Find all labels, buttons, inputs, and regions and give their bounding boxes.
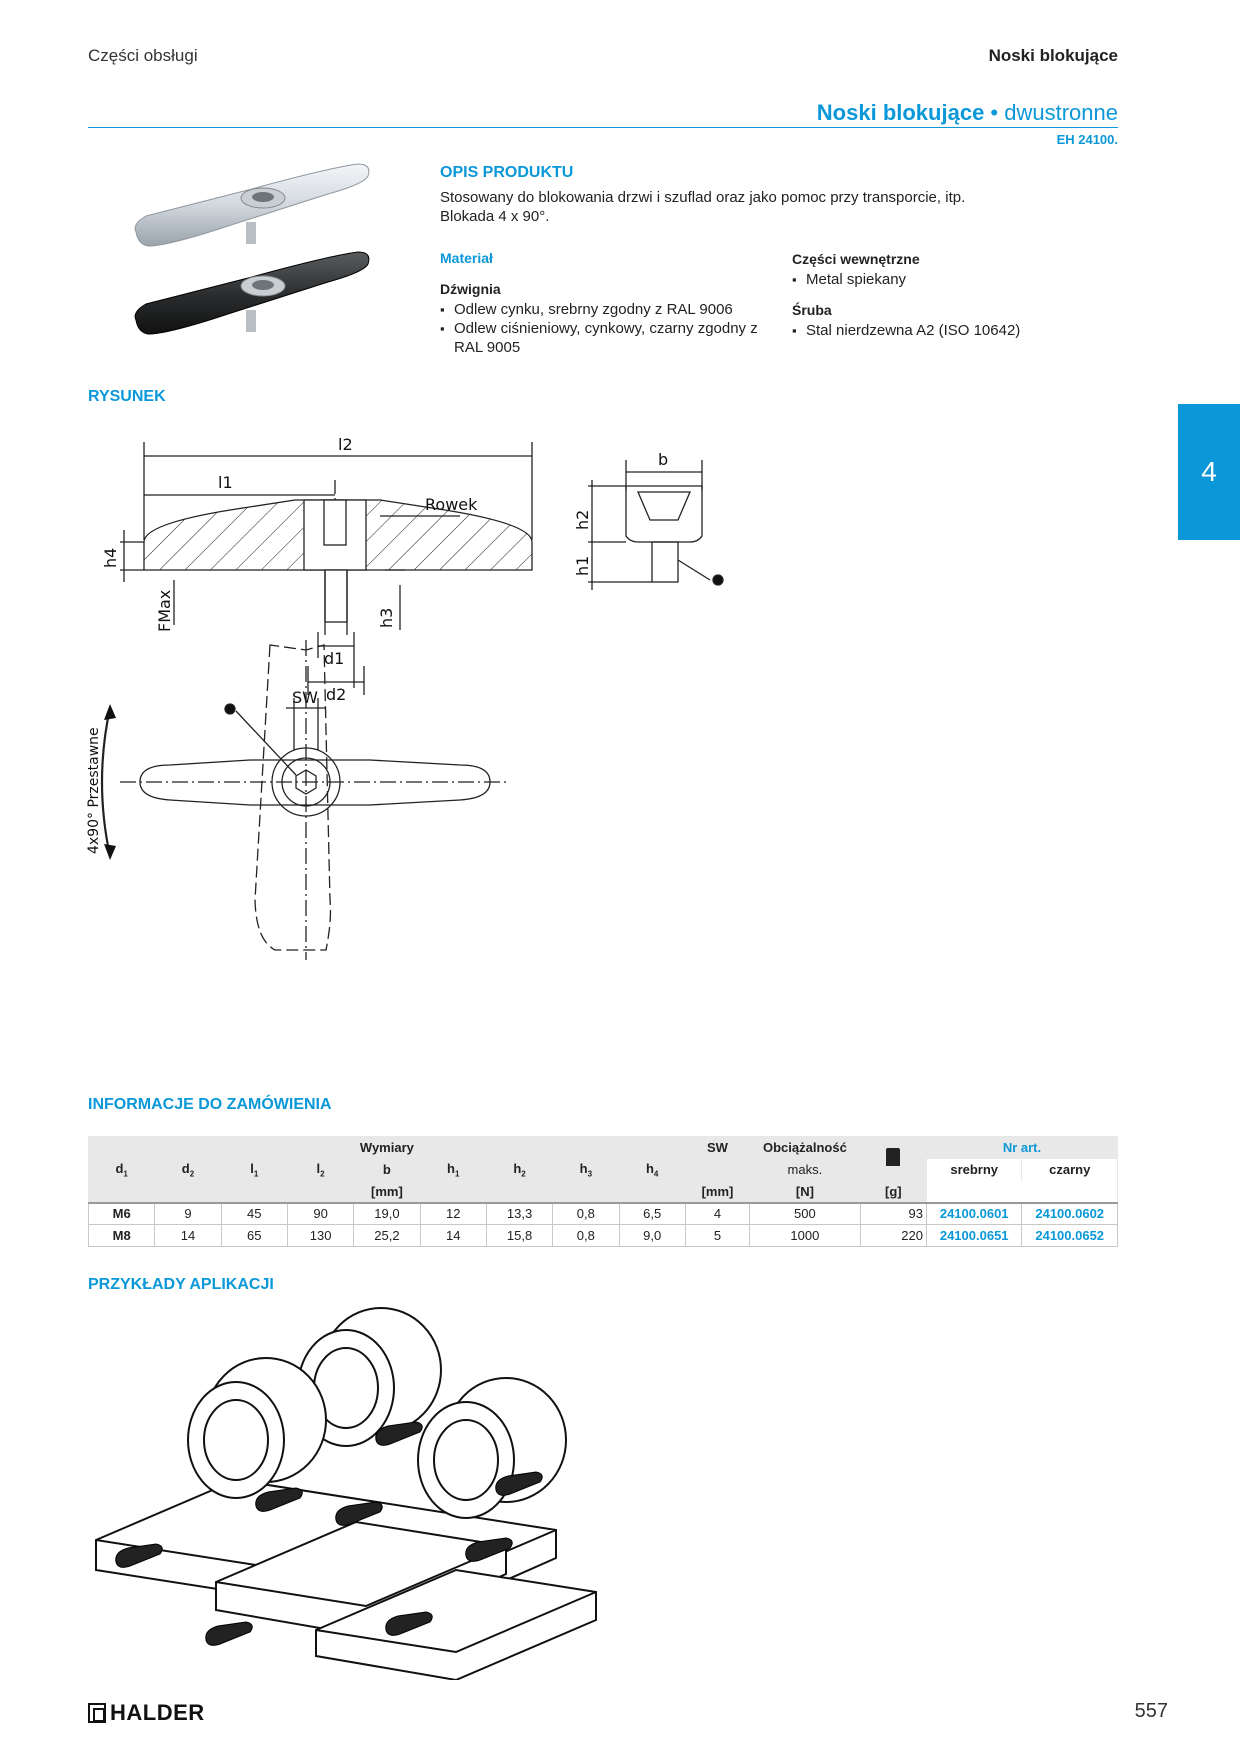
cell-h1: 14 (420, 1225, 486, 1247)
brand-mark-icon (88, 1703, 106, 1723)
header-article-no: Nr art. (926, 1137, 1117, 1159)
label-d1: d1 (324, 649, 345, 668)
label-l1: l1 (218, 473, 233, 492)
col-h4: $h_4$ (619, 1159, 685, 1181)
cell-l2: 130 (287, 1225, 353, 1247)
col-load-sub: maks. (750, 1159, 861, 1181)
cell-h4: 6,5 (619, 1203, 685, 1225)
cell-load: 500 (750, 1203, 861, 1225)
description-line-2: Blokada 4 x 90°. (440, 208, 550, 225)
label-b: b (658, 450, 669, 469)
col-l2: $l_2$ (287, 1159, 353, 1181)
cell-article-black[interactable]: 24100.0652 (1022, 1225, 1118, 1247)
lever-list (440, 300, 780, 357)
label-h3: h3 (377, 607, 396, 628)
material-heading: Materiał (440, 250, 493, 266)
internal-parts-item: ▪ Metal spiekany (792, 270, 1092, 289)
unit-sw: [mm] (685, 1181, 749, 1203)
label-h4: h4 (101, 547, 120, 568)
cell-article-silver[interactable]: 24100.0651 (926, 1225, 1021, 1247)
ordering-table-wrapper (88, 1136, 1118, 1247)
lever-item: ▪ Odlew ciśnieniowy, cynkowy, czarny zgodny z RAL 9005 (440, 319, 780, 357)
header-section-label: Części obsługi (88, 46, 198, 65)
cell-d1: M8 (89, 1225, 155, 1247)
label-fmax: FMax (155, 589, 174, 632)
technical-drawing (80, 420, 760, 1070)
header-load (750, 1137, 861, 1159)
chapter-tab: 4 (1178, 404, 1240, 540)
cell-d2: 14 (155, 1225, 221, 1247)
cell-weight: 93 (860, 1203, 926, 1225)
unit-g: [g] (860, 1181, 926, 1203)
title-rule (88, 127, 1118, 128)
product-code: EH 24100. (1056, 132, 1118, 147)
label-l2: l2 (338, 435, 353, 454)
header-dimensions: Wymiary (89, 1137, 686, 1159)
col-b: b (354, 1159, 420, 1181)
product-photo (128, 160, 378, 370)
table-row (89, 1203, 1118, 1225)
col-d2: $d_2$ (155, 1159, 221, 1181)
ordering-table (88, 1136, 1118, 1247)
drawing-heading: RYSUNEK (88, 388, 166, 405)
header-sw: SW (685, 1137, 749, 1159)
cell-h3: 0,8 (553, 1225, 619, 1247)
label-h2: h2 (573, 509, 592, 530)
cell-h4: 9,0 (619, 1225, 685, 1247)
brand-name: HALDER (110, 1700, 205, 1725)
cell-sw: 4 (685, 1203, 749, 1225)
screw-list (792, 321, 1092, 340)
cell-h3: 0,8 (553, 1203, 619, 1225)
description-text (440, 188, 1080, 226)
cell-article-black[interactable]: 24100.0602 (1022, 1203, 1118, 1225)
cell-h2: 13,3 (486, 1203, 552, 1225)
header-weight (860, 1137, 926, 1181)
header-load-label: Obciążalność (762, 1140, 847, 1156)
cell-article-silver[interactable]: 24100.0601 (926, 1203, 1021, 1225)
header-category-label: Noski blokujące (988, 46, 1118, 65)
col-h3: $h_3$ (553, 1159, 619, 1181)
brand-logo (88, 1700, 205, 1726)
col-sw-blank (685, 1159, 749, 1181)
cell-b: 19,0 (354, 1203, 420, 1225)
description-heading: OPIS PRODUKTU (440, 164, 574, 181)
cell-load: 1000 (750, 1225, 861, 1247)
label-d2: d2 (326, 685, 347, 704)
table-row (89, 1225, 1118, 1247)
lever-item: ▪ Odlew cynku, srebrny zgodny z RAL 9006 (440, 300, 780, 319)
cell-l1: 45 (221, 1203, 287, 1225)
cell-b: 25,2 (354, 1225, 420, 1247)
lever-title: Dźwignia (440, 281, 501, 297)
cell-h2: 15,8 (486, 1225, 552, 1247)
internal-parts-title: Części wewnętrzne (792, 251, 920, 267)
cell-h1: 12 (420, 1203, 486, 1225)
screw-item: ▪ Stal nierdzewna A2 (ISO 10642) (792, 321, 1092, 340)
internal-parts-list (792, 270, 1092, 289)
label-groove: Rowek (425, 495, 478, 514)
label-h1: h1 (573, 555, 592, 576)
unit-n: [N] (750, 1181, 861, 1203)
label-sw: SW (292, 688, 318, 707)
cell-sw: 5 (685, 1225, 749, 1247)
cell-weight: 220 (860, 1225, 926, 1247)
unit-blank (926, 1181, 1117, 1203)
title-separator: • (984, 100, 1005, 125)
application-illustration (86, 1300, 606, 1680)
title-variant: dwustronne (1004, 100, 1118, 125)
page-title (817, 100, 1118, 126)
cell-l1: 65 (221, 1225, 287, 1247)
col-h1: $h_1$ (420, 1159, 486, 1181)
weight-icon (886, 1148, 900, 1166)
screw-title: Śruba (792, 302, 832, 318)
col-d1: $d_1$ (89, 1159, 155, 1181)
col-black: czarny (1022, 1159, 1118, 1181)
col-l1: $l_1$ (221, 1159, 287, 1181)
title-bold: Noski blokujące (816, 100, 985, 125)
ordering-heading: INFORMACJE DO ZAMÓWIENIA (88, 1096, 332, 1113)
applications-heading: PRZYKŁADY APLIKACJI (88, 1276, 274, 1293)
col-silver: srebrny (926, 1159, 1021, 1181)
label-rotation: 4x90° Przestawne (86, 727, 102, 854)
cell-d2: 9 (155, 1203, 221, 1225)
cell-l2: 90 (287, 1203, 353, 1225)
unit-mm: [mm] (89, 1181, 686, 1203)
page-number: 557 (1134, 1700, 1168, 1722)
col-h2: $h_2$ (486, 1159, 552, 1181)
cell-d1: M6 (89, 1203, 155, 1225)
description-line-1: Stosowany do blokowania drzwi i szuflad oraz jako pomoc przy transporcie, itp. (440, 189, 966, 206)
